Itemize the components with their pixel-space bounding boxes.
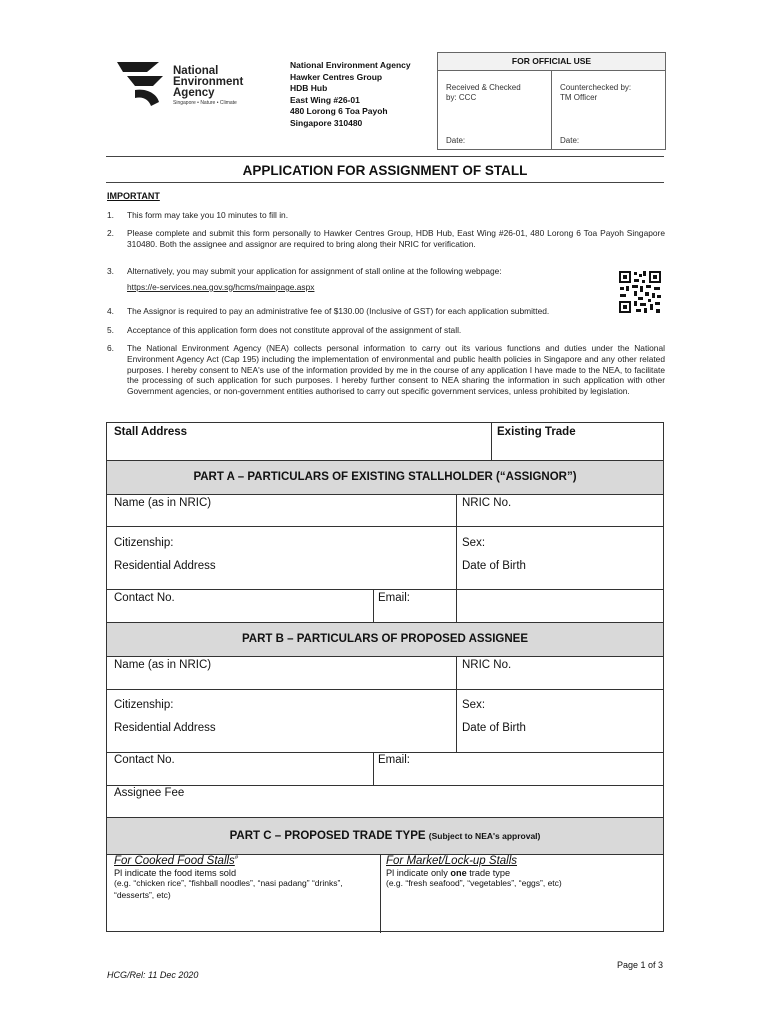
assignor-contact-field[interactable]: Contact No. xyxy=(114,592,175,604)
divider xyxy=(491,423,492,460)
assignee-dob-field[interactable]: Date of Birth xyxy=(462,722,526,734)
logo-tagline: Singapore • Nature • Climate xyxy=(173,100,237,106)
assignee-email-field[interactable]: Email: xyxy=(378,754,410,766)
part-c-heading: PART C – PROPOSED TRADE TYPE (Subject to NEA's approval) xyxy=(107,818,663,854)
list-item: 6. The National Environment Agency (NEA) collects personal information to carry out its various functions and duties under the National Environment Agency Act (Cap 195) including the implementation of environmental and public health policies in Singapore and any other related purposes. I hereby consent to NEA's use of the information provided by me in the course of any application I have made to the NEA, to facilitate the processing of such application for such purposes. I hereby further consent to NEA sharing the information in such application with other Government agencies, or non-government entities authorised to carry out specific government services, unless prohibited by legislation. xyxy=(107,343,665,397)
divider xyxy=(373,752,374,785)
part-b-heading: PART B – PARTICULARS OF PROPOSED ASSIGNEE xyxy=(107,623,663,656)
online-link[interactable]: https://e-services.nea.gov.sg/hcms/mainpage.aspx xyxy=(127,281,315,292)
page-number: Page 1 of 3 xyxy=(616,960,663,970)
official-use-box xyxy=(437,52,666,150)
existing-trade-label: Existing Trade xyxy=(497,426,576,438)
assignee-address-field[interactable]: Residential Address xyxy=(114,722,216,734)
assignor-address-field[interactable]: Residential Address xyxy=(114,560,216,572)
list-item: 4. The Assignor is required to pay an administrative fee of $130.00 (Inclusive of GST) for each application submitted. xyxy=(107,306,550,316)
divider xyxy=(107,656,663,657)
divider xyxy=(107,752,663,753)
assignee-sex-field[interactable]: Sex: xyxy=(462,699,486,711)
assignor-nric-field[interactable]: NRIC No. xyxy=(462,497,512,509)
official-use-title: FOR OFFICIAL USE xyxy=(438,53,665,71)
assignor-citizenship-field[interactable]: Citizenship: xyxy=(114,537,174,549)
page-title: APPLICATION FOR ASSIGNMENT OF STALL xyxy=(242,163,528,178)
received-checked: Received & Checked by: CCC Date: xyxy=(446,83,521,145)
list-item: 3. Alternatively, you may submit your application for assignment of stall online at the following webpage: https://e-services.nea.gov.sg/hcms/mainpage.aspx xyxy=(107,266,502,292)
part-a-heading: PART A – PARTICULARS OF EXISTING STALLHOLDER (“ASSIGNOR”) xyxy=(107,461,663,494)
assignor-sex-field[interactable]: Sex: xyxy=(462,537,486,549)
form-reference: HCG/Rel: 11 Dec 2020 xyxy=(107,970,199,980)
assignor-name-field[interactable]: Name (as in NRIC) xyxy=(114,497,212,509)
divider xyxy=(107,526,663,527)
cooked-food-section[interactable]: For Cooked Food Stalls# Pl indicate the food items sold (e.g. “chicken rice”, “fishball noodles”, “nasi padang” “drinks”, “desserts”, etc) xyxy=(114,855,343,900)
logo-wordmark: National Environment Agency xyxy=(173,65,244,99)
list-item: 1. This form may take you 10 minutes to fill in. xyxy=(107,210,289,220)
official-date-left: Date: xyxy=(446,136,466,145)
divider xyxy=(107,589,663,590)
assignor-dob-field[interactable]: Date of Birth xyxy=(462,560,526,572)
assignee-citizenship-field[interactable]: Citizenship: xyxy=(114,699,174,711)
stall-address-label: Stall Address xyxy=(114,426,188,438)
agency-address: National Environment Agency Hawker Centres Group HDB Hub East Wing #26-01 480 Lorong 6 Toa Payoh Singapore 310480 xyxy=(290,60,411,128)
counterchecked: Counterchecked by: TM Officer Date: xyxy=(551,71,664,149)
list-item: 2. Please complete and submit this form personally to Hawker Centres Group, HDB Hub, East Wing #26-01, 480 Lorong 6 Toa Payoh Singapore 310480. Both the assignee and assignor are required to bring along their NRIC for verification. xyxy=(107,228,665,249)
market-lockup-section[interactable]: For Market/Lock-up Stalls Pl indicate only one trade type (e.g. “fresh seafood”, “vegetables”, “eggs”, etc) xyxy=(386,855,562,888)
divider xyxy=(380,854,381,933)
list-item: 5. Acceptance of this application form does not constitute approval of the assignment of stall. xyxy=(107,325,462,335)
divider xyxy=(107,494,663,495)
divider xyxy=(107,785,663,786)
official-date-right: Date: xyxy=(560,136,580,145)
divider xyxy=(107,689,663,690)
title-rule-bottom xyxy=(106,182,664,183)
assignee-name-field[interactable]: Name (as in NRIC) xyxy=(114,659,212,671)
divider xyxy=(456,656,457,752)
title-rule-top xyxy=(106,156,664,157)
divider xyxy=(373,589,374,622)
assignor-email-field[interactable]: Email: xyxy=(378,592,410,604)
application-form-table xyxy=(106,422,664,932)
important-heading: IMPORTANT xyxy=(107,191,160,201)
assignee-nric-field[interactable]: NRIC No. xyxy=(462,659,512,671)
assignee-contact-field[interactable]: Contact No. xyxy=(114,754,175,766)
assignee-fee-field[interactable]: Assignee Fee xyxy=(114,787,185,799)
